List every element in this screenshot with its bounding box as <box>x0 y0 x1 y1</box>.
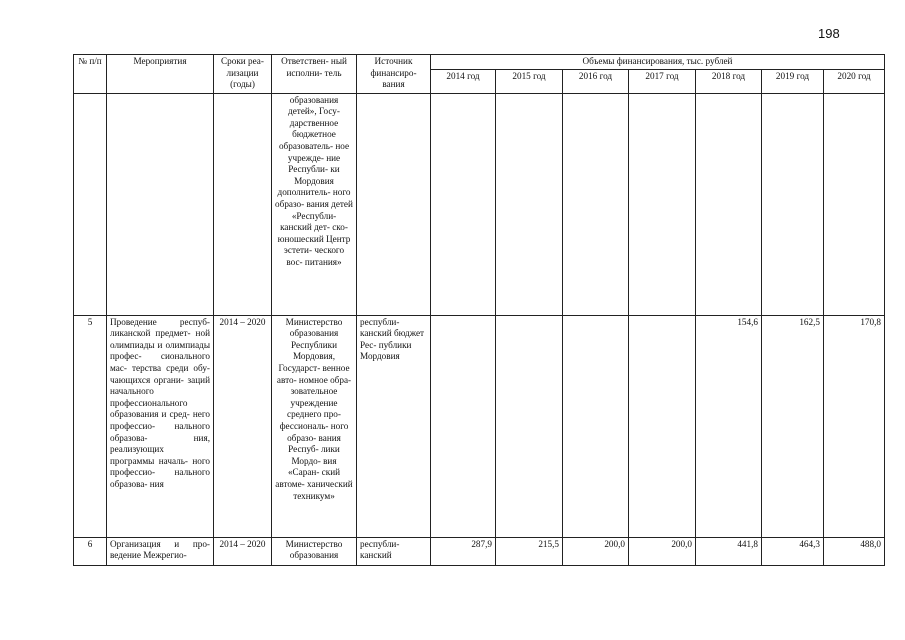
header-event: Мероприятия <box>107 55 214 94</box>
cell-terms: 2014 – 2020 <box>214 315 272 537</box>
page-number: 198 <box>818 26 840 41</box>
header-year: 2016 год <box>563 69 629 93</box>
cell-value: 200,0 <box>563 537 629 565</box>
cell-value: 200,0 <box>629 537 696 565</box>
cell-value: 170,8 <box>824 315 885 537</box>
cell-value <box>431 93 496 315</box>
cell-value <box>496 315 563 537</box>
cell-event <box>107 93 214 315</box>
table-row <box>74 93 885 315</box>
cell-value <box>563 93 629 315</box>
cell-source: республи- канский <box>357 537 431 565</box>
header-num: № п/п <box>74 55 107 94</box>
cell-num: 6 <box>74 537 107 565</box>
cell-value <box>431 315 496 537</box>
cell-terms: 2014 – 2020 <box>214 537 272 565</box>
cell-source <box>357 93 431 315</box>
header-year: 2020 год <box>824 69 885 93</box>
header-responsible: Ответствен- ный исполни- тель <box>272 55 357 94</box>
financing-table <box>73 54 885 566</box>
header-year: 2015 год <box>496 69 563 93</box>
cell-responsible: образования детей», Госу- дарственное бюджетное образователь- ное учрежде- ние Республи- ки Мордовия дополнитель- ного образо- вания детей «Республи- канский дет- ско- юношеский Центр эстети- ческого вос- питания» <box>272 93 357 315</box>
cell-value <box>629 315 696 537</box>
cell-event: Организация и про- ведение Межрегио- <box>107 537 214 565</box>
header-terms: Сроки реа- лизации (годы) <box>214 55 272 94</box>
cell-value: 441,8 <box>696 537 762 565</box>
header-year: 2019 год <box>762 69 824 93</box>
table-row <box>74 537 885 565</box>
header-volumes: Объемы финансирования, тыс. рублей <box>431 55 885 70</box>
cell-value: 464,3 <box>762 537 824 565</box>
cell-num <box>74 93 107 315</box>
header-year: 2017 год <box>629 69 696 93</box>
table-row <box>74 315 885 537</box>
cell-value <box>762 93 824 315</box>
cell-value <box>629 93 696 315</box>
header-source: Источник финансиро- вания <box>357 55 431 94</box>
cell-value <box>496 93 563 315</box>
header-year: 2014 год <box>431 69 496 93</box>
cell-value: 162,5 <box>762 315 824 537</box>
cell-source: республи- канский бюджет Рес- публики Мордовия <box>357 315 431 537</box>
cell-terms <box>214 93 272 315</box>
header-year: 2018 год <box>696 69 762 93</box>
cell-responsible: Министерство образования Республики Мордовия, Государст- венное авто- номное обра- зовательное учреждение среднего про- фессиональ- ного образо- вания Респуб- лики Мордо- вия «Саран- ский автоме- ханический техникум» <box>272 315 357 537</box>
cell-event: Проведение респуб- ликанской предмет- ной олимпиады и олимпиады профес- сионального мас- терства среди обу- чающихся органи- заций начального профессионального образования и сред- него профессио- нального образова- ния, реализующих программы началь- ного профессио- нального образова- ния <box>107 315 214 537</box>
header-row <box>74 55 885 70</box>
cell-value <box>563 315 629 537</box>
cell-value <box>696 93 762 315</box>
cell-value: 287,9 <box>431 537 496 565</box>
cell-value: 488,0 <box>824 537 885 565</box>
cell-value: 215,5 <box>496 537 563 565</box>
cell-value: 154,6 <box>696 315 762 537</box>
cell-responsible: Министерство образования <box>272 537 357 565</box>
cell-value <box>824 93 885 315</box>
cell-num: 5 <box>74 315 107 537</box>
